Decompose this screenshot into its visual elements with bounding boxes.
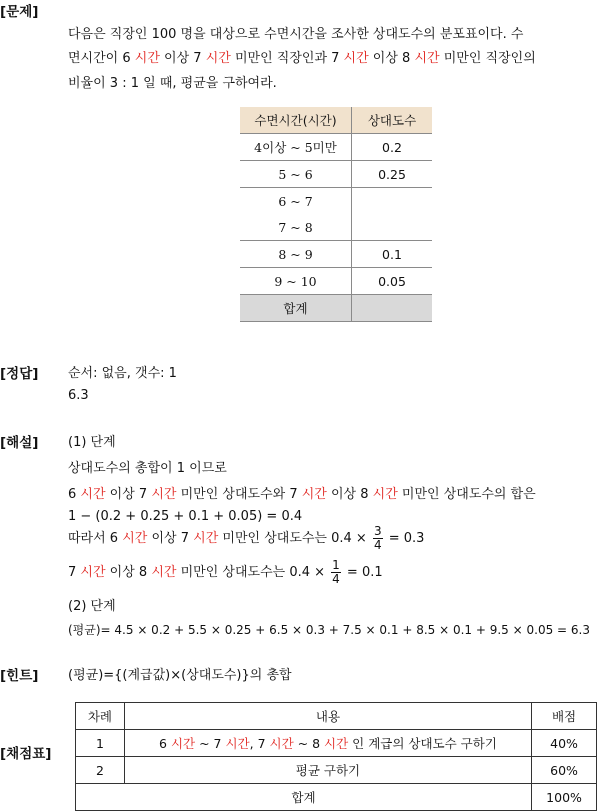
score-content: 평균 구하기: [124, 757, 531, 784]
score-row: [76, 757, 597, 784]
score-header-content: 내용: [124, 703, 531, 730]
score-no: 1: [76, 730, 125, 757]
freq-row: [240, 188, 432, 215]
answer-value: 6.3: [68, 388, 89, 403]
problem-line-1: 다음은 직장인 100 명을 대상으로 수면시간을 조사한 상대도수의 분포표이다. 수: [68, 27, 524, 42]
freq-row: [240, 268, 432, 295]
scoring-label: [채점표]: [0, 746, 52, 762]
freq-value: 0.05: [378, 273, 406, 289]
solution-line: 상대도수의 총합이 1 이므로: [68, 461, 227, 476]
score-total-label: 합계: [76, 784, 532, 811]
freq-class: 7 ~ 8: [240, 214, 352, 241]
score-points: 40%: [532, 730, 597, 757]
score-header-no: 차례: [76, 703, 125, 730]
problem-line-2: 면시간이 6 시간 이상 7 시간 미만인 직장인과 7 시간 이상 8 시간 미만인 직장인의: [68, 51, 536, 66]
fraction: $\frac{1}{4}$: [332, 558, 340, 586]
hint-label: [힌트]: [0, 668, 39, 684]
hint-text: (평균)={(계급값)×(상대도수)}의 총합: [68, 668, 292, 683]
solution-step-2: (2) 단계: [68, 599, 116, 614]
solution-line: 6 시간 이상 7 시간 미만인 상대도수와 7 시간 이상 8 시간 미만인 상대도수의 합은: [68, 487, 536, 502]
freq-value: [352, 214, 433, 241]
score-no: 2: [76, 757, 125, 784]
solution-line: 따라서 6 시간 이상 7 시간 미만인 상대도수는 0.4 × $\frac{3}{4}$ = 0.3: [68, 524, 425, 552]
freq-header-class: 수면시간(시간): [240, 107, 352, 134]
solution-line: 7 시간 이상 8 시간 미만인 상대도수는 0.4 × $\frac{1}{4}$ = 0.1: [68, 558, 383, 586]
freq-class: 6 ~ 7: [240, 188, 352, 215]
freq-class: 9 ~ 10: [240, 268, 352, 295]
freq-total-label: 합계: [240, 295, 352, 322]
solution-step-1: (1) 단계: [68, 435, 116, 450]
freq-value: [352, 188, 433, 215]
scoring-table: [75, 702, 597, 811]
solution-label: [해설]: [0, 435, 39, 451]
score-points: 60%: [532, 757, 597, 784]
fraction: $\frac{3}{4}$: [373, 524, 382, 552]
freq-value: 0.25: [352, 161, 433, 188]
freq-row: [240, 134, 432, 161]
score-header-points: 배점: [532, 703, 597, 730]
score-total-row: [76, 784, 597, 811]
freq-value: 0.1: [352, 241, 433, 268]
solution-line: (평균)= 4.5 × 0.2 + 5.5 × 0.25 + 6.5 × 0.3 + 7.5 × 0.1 + 8.5 × 0.1 + 9.5 × 0.05 = 6.3: [68, 623, 590, 637]
answer-meta: 순서: 없음, 갯수: 1: [68, 366, 177, 381]
freq-class: 5 ~ 6: [240, 161, 352, 188]
score-content: 6 시간 ~ 7 시간, 7 시간 ~ 8 시간 인 계급의 상대도수 구하기: [124, 730, 531, 757]
freq-total-value: [352, 295, 433, 322]
freq-total-row: [240, 295, 432, 322]
solution-line: 1 − (0.2 + 0.25 + 0.1 + 0.05) = 0.4: [68, 509, 303, 524]
freq-row: [240, 214, 432, 241]
freq-row: [240, 161, 432, 188]
problem-label: [문제]: [0, 4, 39, 20]
freq-header-value: 상대도수: [352, 107, 433, 134]
freq-row: [240, 241, 432, 268]
score-total-points: 100%: [532, 784, 597, 811]
problem-line-3: 비율이 3 : 1 일 때, 평균을 구하여라.: [68, 76, 277, 91]
score-row: [76, 730, 597, 757]
freq-class: 4이상 ~ 5미만: [240, 134, 352, 161]
freq-value: 0.2: [352, 134, 433, 161]
frequency-table: [240, 107, 432, 322]
answer-label: [정답]: [0, 366, 39, 382]
freq-class: 8 ~ 9: [240, 241, 352, 268]
